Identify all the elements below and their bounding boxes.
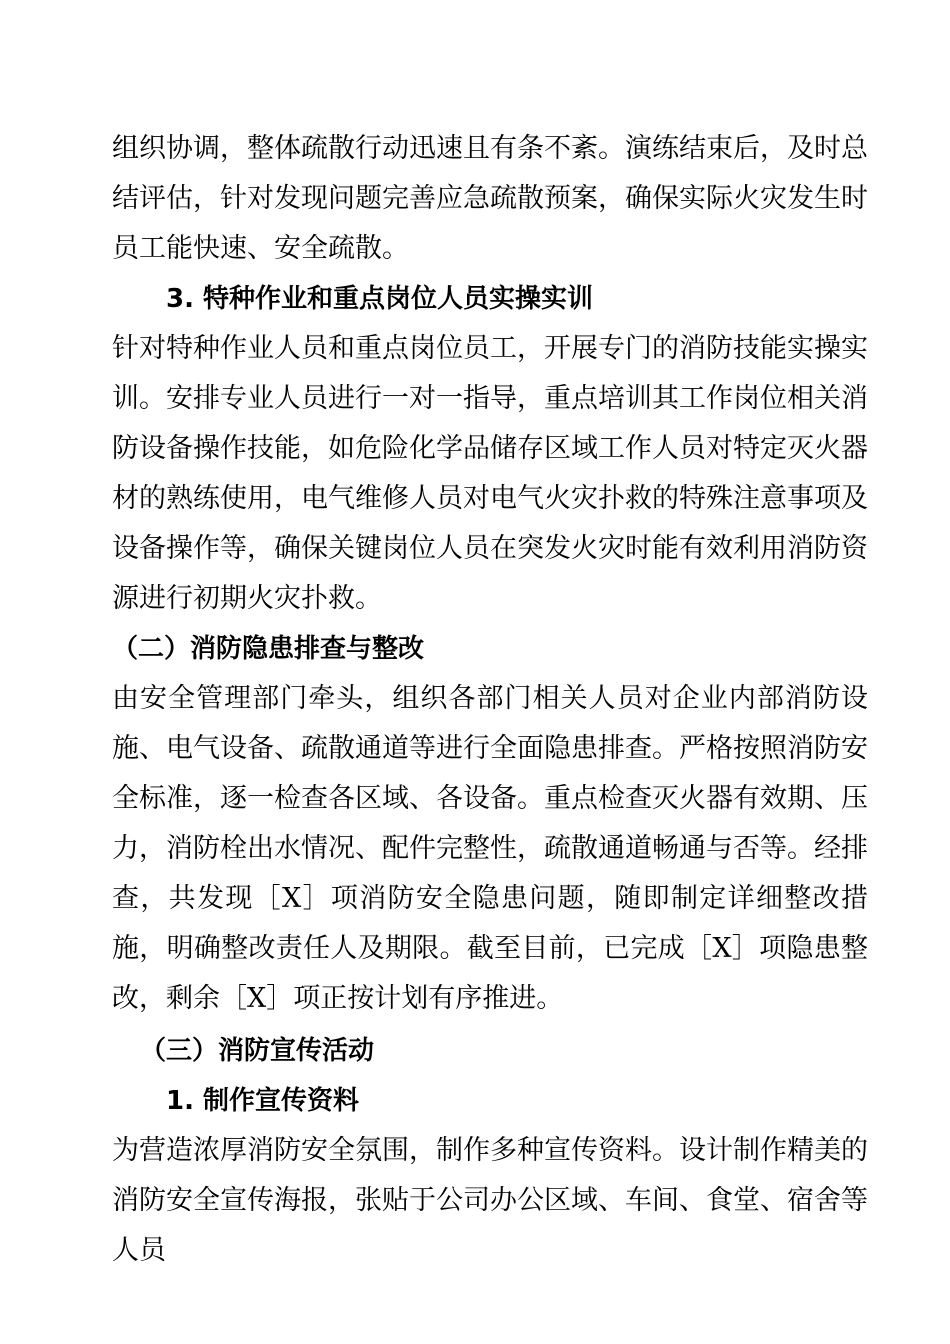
heading-hazard-inspection: （二）消防隐患排查与整改 [112, 634, 425, 664]
document-body [112, 124, 868, 1276]
heading-fire-publicity: （三）消防宣传活动 [140, 1036, 375, 1066]
heading-publicity-materials: 1. 制作宣传资料 [166, 1086, 360, 1116]
paragraph-publicity-materials: 为营造浓厚消防安全氛围，制作多种宣传资料。设计制作精美的消防安全宣传海报，张贴于公司办公区域、车间、食堂、宿舍等人员 [112, 1135, 868, 1266]
heading-special-operations-training: 3. 特种作业和重点岗位人员实操实训 [166, 284, 594, 314]
paragraph-hazard-inspection: 由安全管理部门牵头，组织各部门相关人员对企业内部消防设施、电气设备、疏散通道等进行全面隐患排查。严格按照消防安全标准，逐一检查各区域、各设备。重点检查灭火器有效期、压力，消防栓出水情况、配件完整性，疏散通道畅通与否等。经排查，共发现［X］项消防安全隐患问题，随即制定详细整改措施，明确整改责任人及期限。截至目前，已完成［X］项隐患整改，剩余［X］项正按计划有序推进。 [112, 683, 868, 1014]
paragraph-special-operations-training: 针对特种作业人员和重点岗位员工，开展专门的消防技能实操实训。安排专业人员进行一对一指导，重点培训其工作岗位相关消防设备操作技能，如危险化学品储存区域工作人员对特定灭火器材的熟练使用，电气维修人员对电气火灾扑救的特殊注意事项及设备操作等，确保关键岗位人员在突发火灾时能有效利用消防资源进行初期火灾扑救。 [112, 333, 868, 614]
paragraph-evacuation-summary: 组织协调，整体疏散行动迅速且有条不紊。演练结束后，及时总结评估，针对发现问题完善应急疏散预案，确保实际火灾发生时员工能快速、安全疏散。 [112, 133, 868, 264]
